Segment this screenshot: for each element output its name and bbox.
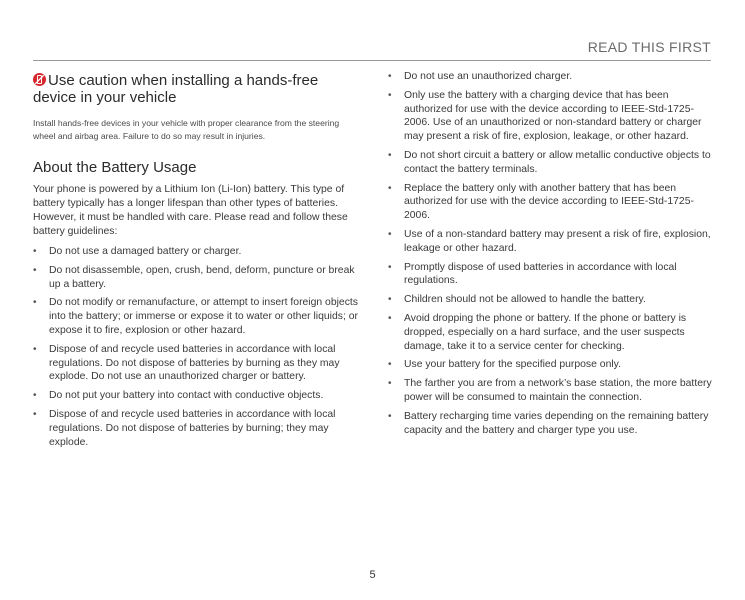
list-item: • Do not use an unauthorized charger. bbox=[388, 71, 573, 82]
bullet-icon: • bbox=[33, 246, 37, 257]
bullet-icon: • bbox=[388, 182, 392, 194]
list-item: • Do not use a damaged battery or charger. bbox=[33, 246, 242, 257]
no-phone-icon bbox=[33, 73, 46, 86]
bullet-icon: • bbox=[388, 261, 392, 273]
bullet-icon: • bbox=[33, 264, 37, 276]
bullet-icon: • bbox=[33, 390, 37, 402]
list-item: • Use your battery for the specified purpose only. bbox=[388, 359, 621, 371]
list-item: • Do not put your battery into contact with conductive objects. bbox=[33, 390, 324, 402]
caution-body: Install hands-free devices in your vehicle with proper clearance from the steering wheel and airbag area. Failure to do so may result in injuries. bbox=[33, 118, 340, 141]
caution-title-text: Use caution when installing a hands-free device in your vehicle bbox=[33, 72, 319, 106]
list-item: • Dispose of and recycle used batteries in accordance with local regulations. Do not dispose of batteries by burning as they may explode. Do not use an unauthorized charger or battery. bbox=[33, 343, 340, 383]
list-item: • Only use the battery with a charging device that has been authorized for use with the device according to IEEE-Std-1725-2006. Use of an unauthorized or non-standard battery or charger may present a risk of fire, explosion, leakage, or other hazard. bbox=[388, 89, 702, 143]
list-item: • Children should not be allowed to handle the battery. bbox=[388, 294, 646, 306]
page-number: 5 bbox=[369, 569, 376, 581]
battery-guidelines-left bbox=[33, 245, 358, 449]
battery-intro: Your phone is powered by a Lithium Ion (Li-Ion) battery. This type of battery typically has a longer lifespan than other types of batteries. However, it must be handled with care. Please read and follow these battery guidelines: bbox=[33, 184, 348, 237]
header-rule bbox=[33, 60, 711, 61]
bullet-icon: • bbox=[388, 359, 392, 371]
list-item: • The farther you are from a network’s base station, the more battery power will be consumed to maintain the connection. bbox=[388, 378, 712, 403]
list-item: • Do not short circuit a battery or allow metallic conductive objects to contact the battery terminals. bbox=[388, 149, 711, 175]
running-header: READ THIS FIRST bbox=[587, 39, 711, 55]
bullet-icon: • bbox=[388, 71, 392, 82]
section-title: About the Battery Usage bbox=[33, 159, 197, 176]
list-item: • Battery recharging time varies depending on the remaining battery capacity and the battery and charger type you use. bbox=[388, 410, 709, 436]
bullet-icon: • bbox=[388, 294, 392, 306]
bullet-icon: • bbox=[388, 378, 392, 390]
list-item: • Use of a non-standard battery may present a risk of fire, explosion, leakage or other hazard. bbox=[388, 228, 711, 254]
list-item: • Do not modify or remanufacture, or attempt to insert foreign objects into the battery; or immerse or expose it to water or other liquids; or expose it to fire, explosion or other hazard. bbox=[33, 297, 358, 336]
bullet-icon: • bbox=[33, 408, 37, 420]
list-item: • Do not disassemble, open, crush, bend, deform, puncture or break up a battery. bbox=[33, 264, 355, 290]
battery-guidelines-right bbox=[388, 70, 713, 437]
list-item: • Avoid dropping the phone or battery. If the phone or battery is dropped, especially on a hard surface, and the user suspects damage, take it to a service center for checking. bbox=[388, 312, 687, 352]
bullet-icon: • bbox=[388, 228, 392, 240]
left-column bbox=[33, 70, 358, 454]
caution-heading bbox=[33, 72, 358, 106]
bullet-icon: • bbox=[388, 312, 392, 324]
bullet-icon: • bbox=[33, 343, 37, 355]
right-column bbox=[388, 70, 713, 442]
bullet-icon: • bbox=[388, 410, 392, 422]
list-item: • Replace the battery only with another battery that has been authorized for use with the device according to IEEE-Std-1725-2006. bbox=[388, 182, 694, 222]
bullet-icon: • bbox=[388, 149, 392, 161]
list-item: • Promptly dispose of used batteries in accordance with local regulations. bbox=[388, 261, 677, 287]
bullet-icon: • bbox=[388, 89, 392, 101]
bullet-icon: • bbox=[33, 297, 37, 309]
list-item: • Dispose of and recycle used batteries in accordance with local regulations. Do not dispose of batteries by burning; they may explode. bbox=[33, 408, 336, 448]
